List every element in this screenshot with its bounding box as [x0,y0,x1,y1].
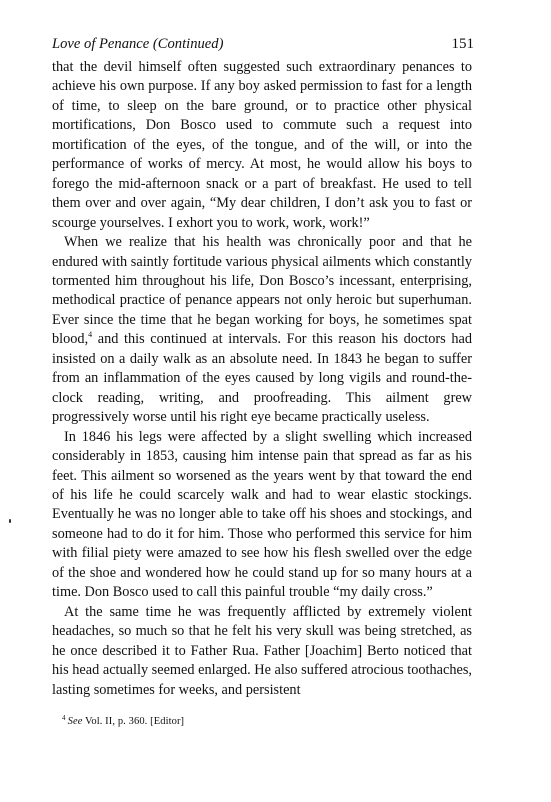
body-text [52,58,472,700]
footnote-see: See [67,716,83,727]
paragraph-1: that the devil himself often suggested such extraordinary penances to achieve his own purpose. If any boy asked permission to fast for a length of time, to sleep on the bare ground, or to practice other physical mortifications, Don Bosco used to commute such a request into mortification of the eyes, of the tongue, and of the will, or into the performance of works of mercy. At most, he would allow his boys to forego the mid-afternoon snack or a part of breakfast. He used to tell them over and over again, “My dear children, I don’t ask you to fast or scourge yourselves. I exhort you to work, work, work!” [52,59,472,231]
running-head [52,36,472,56]
paragraph-2 [52,233,472,428]
page-number: 151 [451,36,474,52]
footnote-number: 4 [62,713,66,722]
running-title: Love of Penance (Continued) [52,36,224,52]
footnote-citation: Vol. II, p. 360. [Editor] [85,716,185,727]
page [52,36,472,700]
paragraph-4: At the same time he was frequently afflicted by extremely violent headaches, so much so that he felt his very skull was being stretched, as he once described it to Father Rua. Father [Joachim] Berto noticed that his head actually seemed enlarged. He also suffered atrocious toothaches, lasting sometimes for weeks, and persistent [52,603,472,698]
footnote-reference[interactable]: 4 [88,330,93,340]
paragraph-2-part-2: and this continued at intervals. For this reason his doctors had insisted on a daily walk as an absolute need. In 1843 he began to suffer from an inflammation of the eyes caused by long vigils and round-the-clock reading, writing, and proofreading. This ailment grew progressively worse until his right eye became practically useless. [52,331,472,426]
footnote [62,713,185,727]
paragraph-2-part-1: When we realize that his health was chronically poor and that he endured with saintly fortitude various physical ailments which constantly tormented him throughout his life, Don Bosco’s incessant, enterprising, methodical practice of penance appears not only heroic but superhuman. Ever since the time that he began working for boys, he sometimes spat blood, [52,234,472,348]
paragraph-3: In 1846 his legs were affected by a slight swelling which increased considerably in 1853, causing him intense pain that spread as far as his feet. This ailment so worsened as the years went by that toward the end of his life he could scarcely walk and had to wear elastic stockings. Eventually he was no longer able to take off his shoes and stockings, and someone had to do it for him. Those who performed this service for him with filial piety were amazed to see how his flesh swelled over the edge of the shoe and wondered how he could stand up for so many hours at a time. Don Bosco used to call this painful trouble “my daily cross.” [52,428,472,601]
margin-mark [9,519,11,523]
